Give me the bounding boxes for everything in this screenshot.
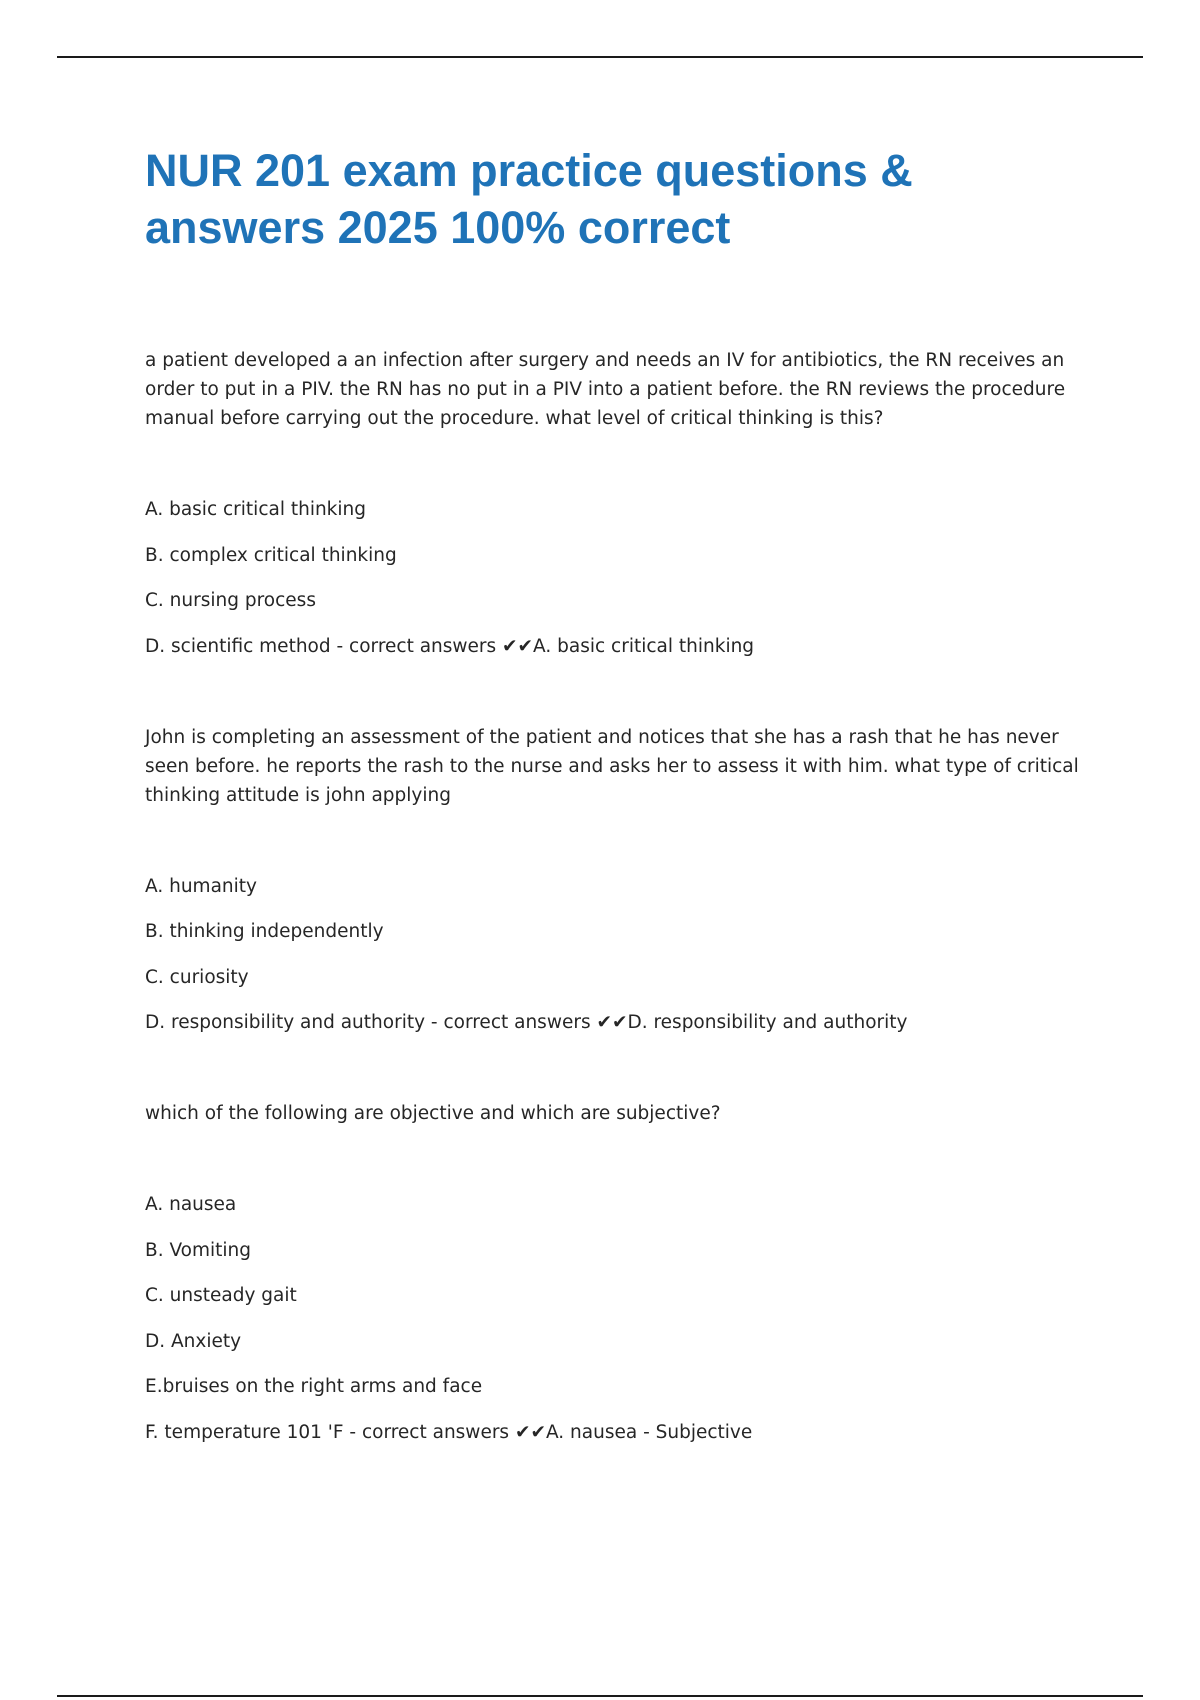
bottom-rule xyxy=(57,1695,1143,1697)
question-3-option-a: A. nausea xyxy=(145,1194,237,1215)
question-2-prompt: John is completing an assessment of the patient and notices that she has a rash that he has never seen before. he reports the rash to the nurse and asks her to assess it with him. what type of critical thinking attitude is john applying xyxy=(145,727,1079,806)
question-2-option-c: C. curiosity xyxy=(145,967,249,988)
question-2-option-d-answer: D. responsibility and authority - correct answers ✔✔D. responsibility and authority xyxy=(145,1012,908,1033)
document-title: NUR 201 exam practice questions & answers 2025 100% correct xyxy=(145,145,913,253)
top-rule xyxy=(57,56,1143,58)
question-1-option-c: C. nursing process xyxy=(145,590,316,611)
question-3-option-c: C. unsteady gait xyxy=(145,1285,297,1306)
question-1-option-a: A. basic critical thinking xyxy=(145,499,367,520)
question-3-option-b: B. Vomiting xyxy=(145,1240,252,1261)
question-1-option-d-answer: D. scientific method - correct answers ✔✔A. basic critical thinking xyxy=(145,636,755,657)
question-3-option-d: D. Anxiety xyxy=(145,1331,242,1352)
question-2-option-a: A. humanity xyxy=(145,876,257,897)
question-3-prompt: which of the following are objective and which are subjective? xyxy=(145,1103,721,1124)
question-1-prompt: a patient developed a an infection after surgery and needs an IV for antibiotics, the RN receives an order to put in a PIV. the RN has no put in a PIV into a patient before. the RN reviews the procedure manual before carrying out the procedure. what level of critical thinking is this? xyxy=(145,350,1066,429)
question-1-option-b: B. complex critical thinking xyxy=(145,545,397,566)
question-2-option-b: B. thinking independently xyxy=(145,921,384,942)
question-3-option-e: E.bruises on the right arms and face xyxy=(145,1376,483,1397)
question-3-option-f-answer: F. temperature 101 'F - correct answers ✔✔A. nausea - Subjective xyxy=(145,1422,753,1443)
